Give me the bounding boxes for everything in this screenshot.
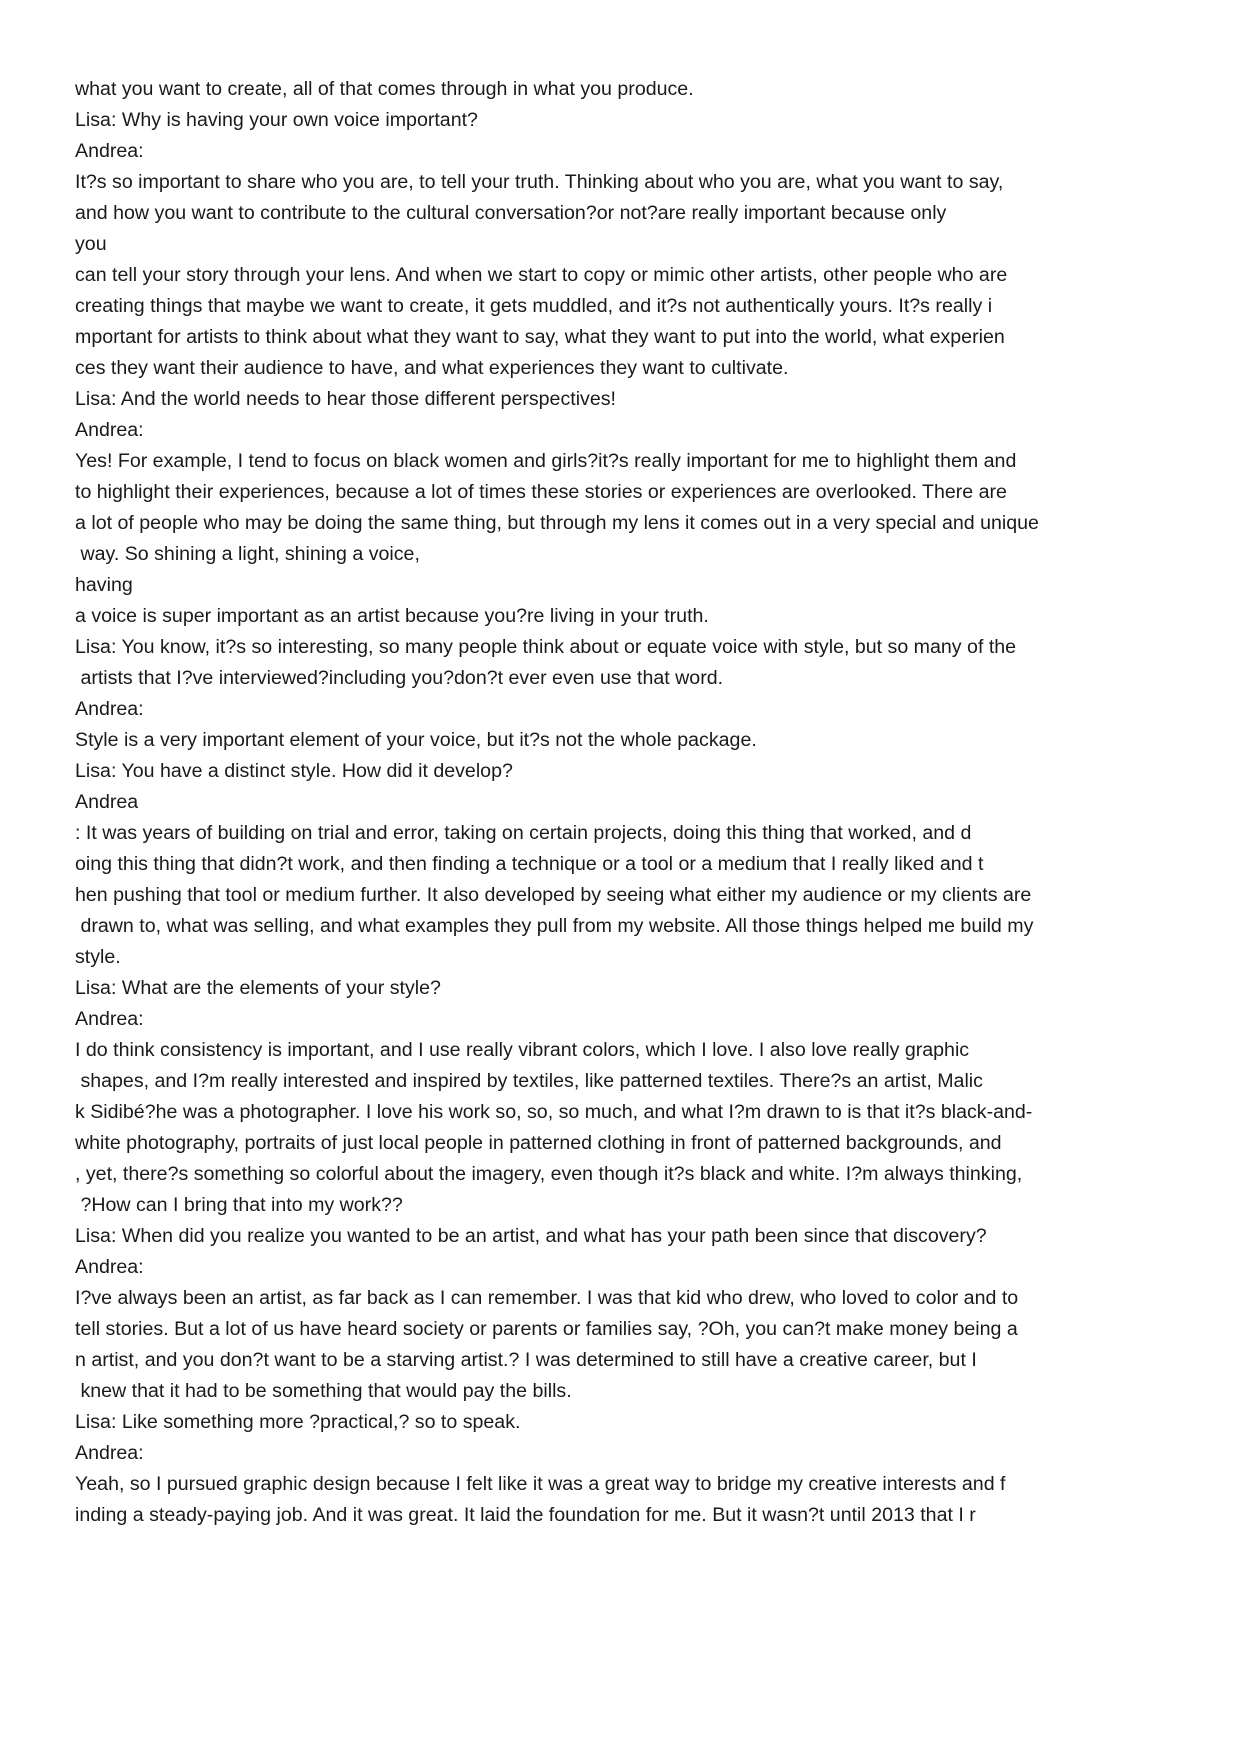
text-line: having: [75, 574, 133, 596]
text-line: mportant for artists to think about what they want to say, what they want to put into the world, what experien: [75, 326, 1005, 348]
text-line: : It was years of building on trial and error, taking on certain projects, doing this thing that worked, and d: [75, 822, 972, 844]
text-line: what you want to create, all of that comes through in what you produce.: [75, 78, 694, 100]
text-line: I?ve always been an artist, as far back as I can remember. I was that kid who drew, who loved to color and to: [75, 1287, 1019, 1309]
text-line: style.: [75, 946, 121, 968]
transcript-text: [75, 74, 1215, 1531]
text-line: k Sidibé?he was a photographer. I love his work so, so, so much, and what I?m drawn to is that it?s black-and-: [75, 1101, 1033, 1123]
text-line: Lisa: What are the elements of your style?: [75, 977, 441, 999]
text-line: Lisa: You know, it?s so interesting, so many people think about or equate voice with style, but so many of the: [75, 636, 1017, 658]
text-line: artists that I?ve interviewed?including you?don?t ever even use that word.: [75, 667, 724, 689]
text-line: Lisa: And the world needs to hear those different perspectives!: [75, 388, 616, 410]
text-line: Lisa: You have a distinct style. How did it develop?: [75, 760, 513, 782]
text-line: Andrea:: [75, 698, 144, 720]
text-line: tell stories. But a lot of us have heard society or parents or families say, ?Oh, you can?t make money being a: [75, 1318, 1018, 1340]
text-line: Andrea:: [75, 1442, 144, 1464]
text-line: you: [75, 233, 107, 255]
text-line: inding a steady-paying job. And it was great. It laid the foundation for me. But it wasn?t until 2013 that I r: [75, 1504, 976, 1526]
text-line: can tell your story through your lens. And when we start to copy or mimic other artists, other people who are: [75, 264, 1008, 286]
text-line: to highlight their experiences, because a lot of times these stories or experiences are overlooked. There are: [75, 481, 1007, 503]
text-line: Andrea:: [75, 1256, 144, 1278]
text-line: creating things that maybe we want to create, it gets muddled, and it?s not authentically yours. It?s really i: [75, 295, 993, 317]
text-line: Andrea:: [75, 419, 144, 441]
text-line: white photography, portraits of just local people in patterned clothing in front of patterned backgrounds, and: [75, 1132, 1002, 1154]
text-line: I do think consistency is important, and I use really vibrant colors, which I love. I also love really graphic: [75, 1039, 970, 1061]
text-line: drawn to, what was selling, and what examples they pull from my website. All those things helped me build my: [75, 915, 1034, 937]
text-line: Lisa: Like something more ?practical,? so to speak.: [75, 1411, 521, 1433]
text-line: a voice is super important as an artist because you?re living in your truth.: [75, 605, 709, 627]
text-line: , yet, there?s something so colorful about the imagery, even though it?s black and white. I?m always thinking,: [75, 1163, 1023, 1185]
text-line: Style is a very important element of your voice, but it?s not the whole package.: [75, 729, 757, 751]
text-line: Andrea:: [75, 140, 144, 162]
text-line: It?s so important to share who you are, to tell your truth. Thinking about who you are, what you want to say,: [75, 171, 1004, 193]
text-line: knew that it had to be something that would pay the bills.: [75, 1380, 572, 1402]
text-line: Yes! For example, I tend to focus on black women and girls?it?s really important for me to highlight them and: [75, 450, 1017, 472]
text-line: ces they want their audience to have, and what experiences they want to cultivate.: [75, 357, 789, 379]
text-line: oing this thing that didn?t work, and then finding a technique or a tool or a medium that I really liked and t: [75, 853, 984, 875]
text-line: way. So shining a light, shining a voice,: [75, 543, 420, 565]
text-line: Lisa: When did you realize you wanted to be an artist, and what has your path been since that discovery?: [75, 1225, 987, 1247]
text-line: a lot of people who may be doing the same thing, but through my lens it comes out in a very special and unique: [75, 512, 1039, 534]
text-line: ?How can I bring that into my work??: [75, 1194, 403, 1216]
text-line: and how you want to contribute to the cultural conversation?or not?are really important because only: [75, 202, 947, 224]
text-line: Andrea:: [75, 1008, 144, 1030]
text-line: Yeah, so I pursued graphic design because I felt like it was a great way to bridge my creative interests and f: [75, 1473, 1006, 1495]
text-line: n artist, and you don?t want to be a starving artist.? I was determined to still have a creative career, but I: [75, 1349, 977, 1371]
text-line: Andrea: [75, 791, 139, 813]
text-line: shapes, and I?m really interested and inspired by textiles, like patterned textiles. There?s an artist, Malic: [75, 1070, 983, 1092]
text-line: hen pushing that tool or medium further. It also developed by seeing what either my audience or my clients are: [75, 884, 1032, 906]
text-line: Lisa: Why is having your own voice important?: [75, 109, 478, 131]
